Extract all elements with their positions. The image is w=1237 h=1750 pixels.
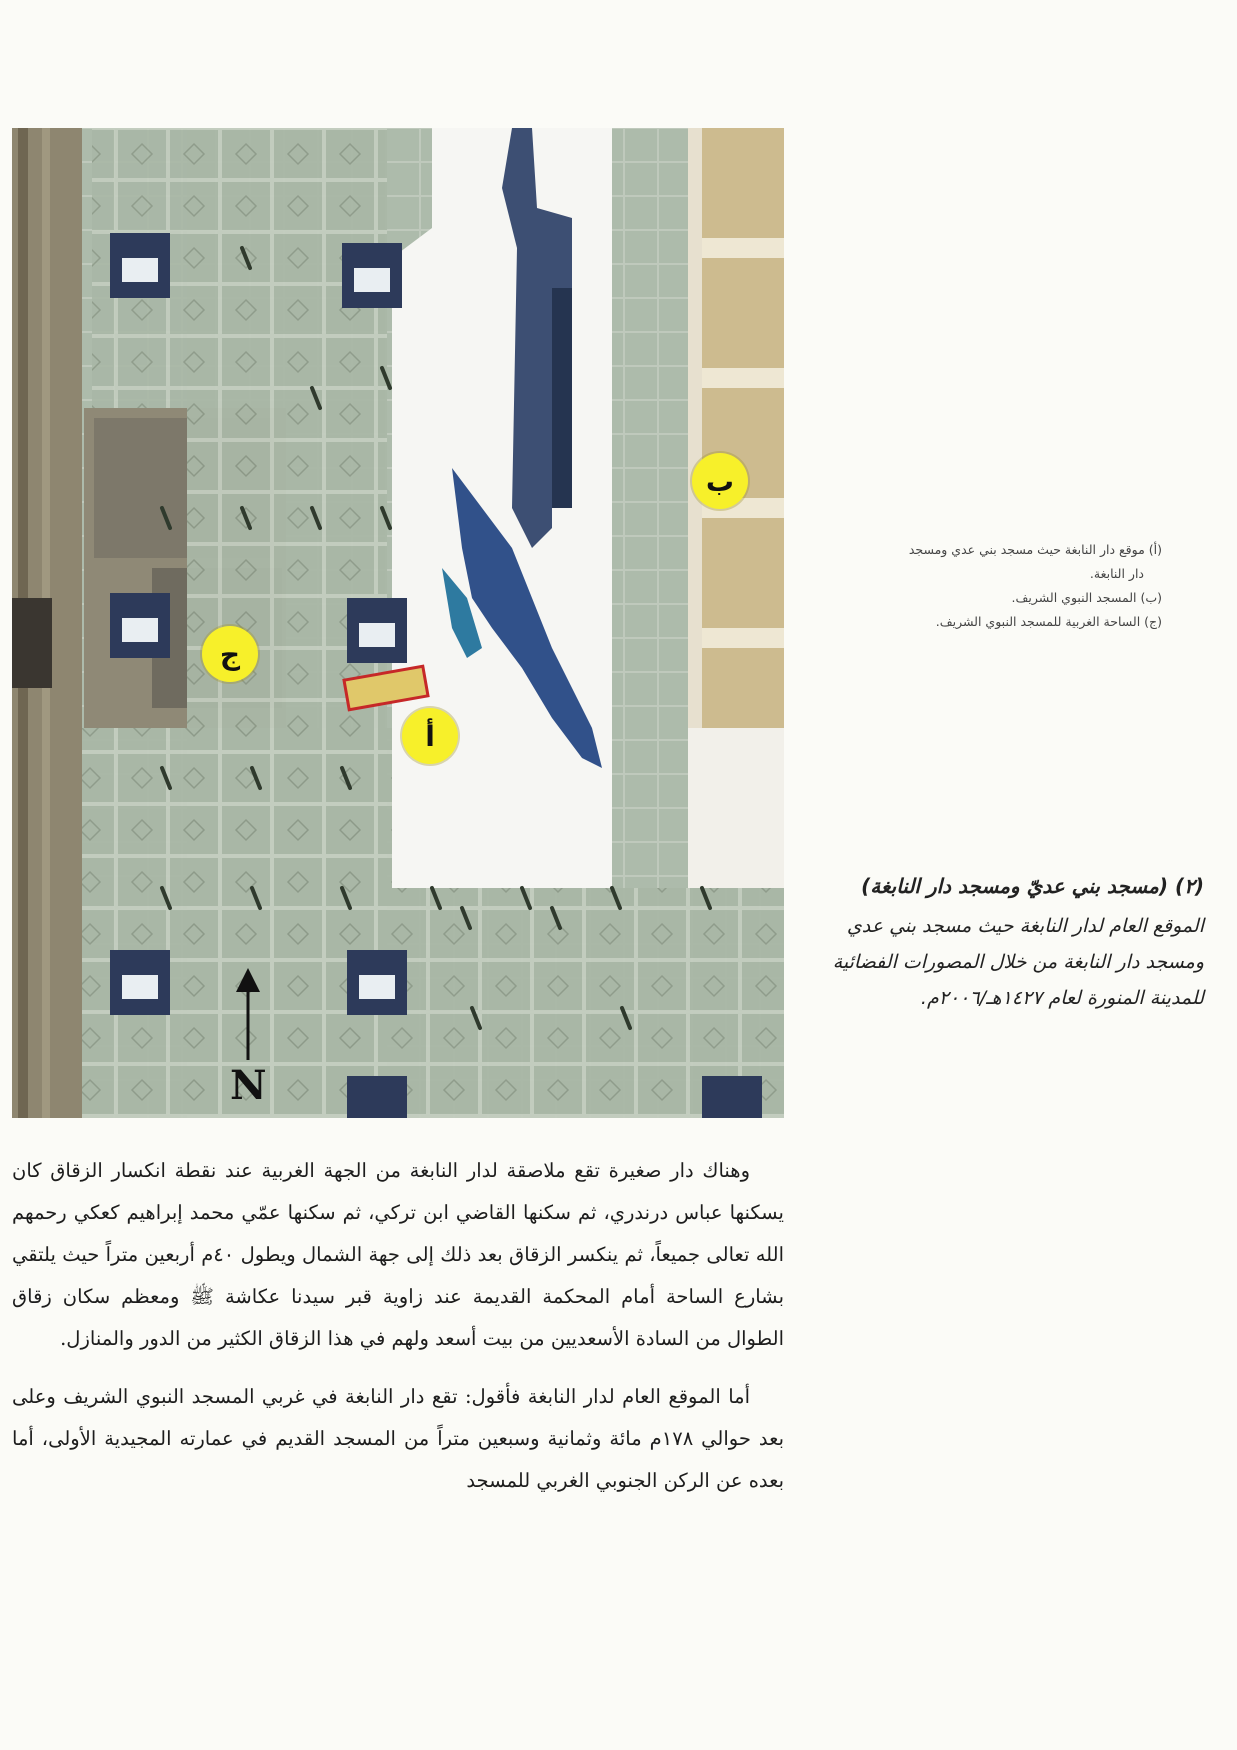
- paragraph-2: أما الموقع العام لدار النابغة فأقول: تقع دار النابغة في غربي المسجد النبوي الشريف وعلى بعد حوالي ١٧٨م مائة وثمانية وسبعين متراً من المسجد القديم في عمارته المجيدية الأولى، أما بعده عن الركن الجنوبي الغربي للمسجد: [12, 1385, 784, 1492]
- figure-title: (٢) (مسجد بني عديّ ومسجد دار النابغة): [861, 874, 1204, 898]
- figure-description: الموقع العام لدار النابغة حيث مسجد بني عدي ومسجد دار النابغة من خلال المصورات الفضائية للمدينة المنورة لعام ١٤٢٧هـ/٢٠٠٦م.: [832, 915, 1204, 1009]
- north-label: N: [230, 1062, 267, 1109]
- marker-b: ب: [692, 453, 748, 509]
- satellite-map: [12, 128, 784, 1118]
- map-legend: [818, 538, 1162, 634]
- legend-item-b: (ب) المسجد النبوي الشريف.: [1011, 590, 1162, 605]
- paragraph-1: وهناك دار صغيرة تقع ملاصقة لدار النابغة من الجهة الغربية عند نقطة انكسار الزقاق كان يسكنها عباس درندري، ثم سكنها القاضي ابن تركي، ثم سكنها عمّي محمد إبراهيم كعكي رحمهم الله تعالى جميعاً، ثم ينكسر الزقاق بعد ذلك إلى جهة الشمال ويطول ٤٠م أربعين متراً حيث يلتقي بشارع الساحة أمام المحكمة القديمة عند زاوية قبر سيدنا عكاشة ﷺ ومعظم سكان زقاق الطوال من السادة الأسعديين من بيت أسعد ولهم في هذا الزقاق الكثير من الدور والمنازل.: [12, 1159, 784, 1350]
- legend-item-j: (ج) الساحة الغربية للمسجد النبوي الشريف.: [935, 614, 1162, 629]
- marker-j: ج: [202, 626, 258, 682]
- legend-item-a: (أ) موقع دار النابغة حيث مسجد بني عدي ومسجد: [908, 542, 1162, 557]
- marker-a: أ: [402, 708, 458, 764]
- legend-item-a-cont: دار النابغة.: [1089, 566, 1144, 581]
- body-text: [12, 1150, 784, 1518]
- satellite-map-image: [12, 128, 784, 1118]
- figure-caption: [812, 868, 1204, 1016]
